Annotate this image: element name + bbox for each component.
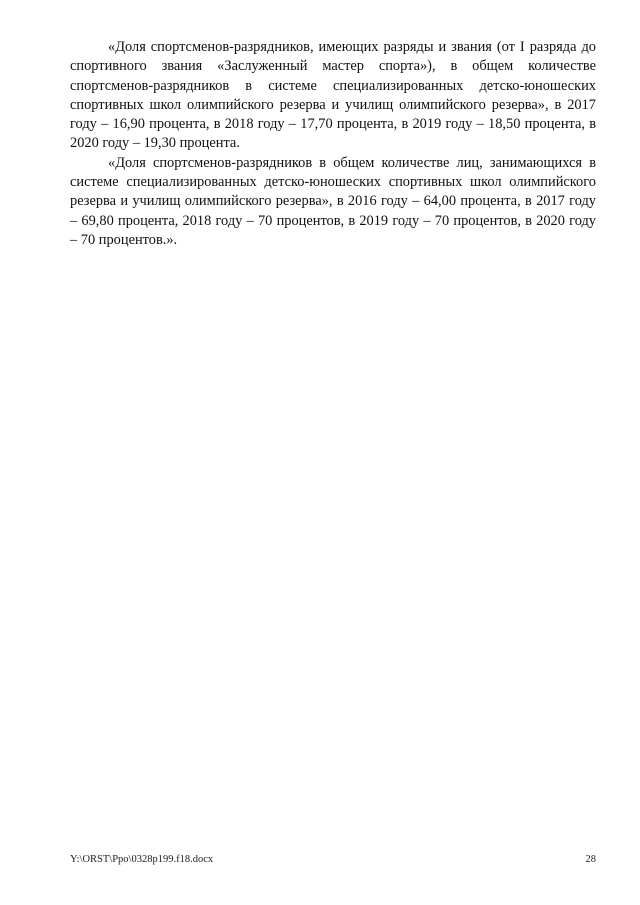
paragraph-share-ranked-among-trainees: «Доля спортсменов-разрядников в общем количестве лиц, занимающихся в системе специализированных детско-юношеских спортивных школ олимпийского резерва и училищ олимпийского резерва», в 2016 году – 64,00 процента, в 2017 году – 69,80 процента, 2018 году – 70 процентов, в 2019 году – 70 процентов, в 2020 году – 70 процентов.». [70,154,596,248]
page-number: 28 [585,854,596,865]
footer-file-path: Y:\ORST\Ppo\0328p199.f18.docx [70,854,214,865]
paragraph-share-ranked-athletes: «Доля спортсменов-разрядников, имеющих разряды и звания (от I разряда до спортивного звания «Заслуженный мастер спорта»), в общем количестве спортсменов-разрядников в системе специализированных детско-юношеских спортивных школ олимпийского резерва и училищ олимпийского резерва», в 2017 году – 16,90 процента, в 2018 году – 17,70 процента, в 2019 году – 18,50 процента, в 2020 году – 19,30 процента. [70,39,596,152]
document-body [70,38,596,250]
